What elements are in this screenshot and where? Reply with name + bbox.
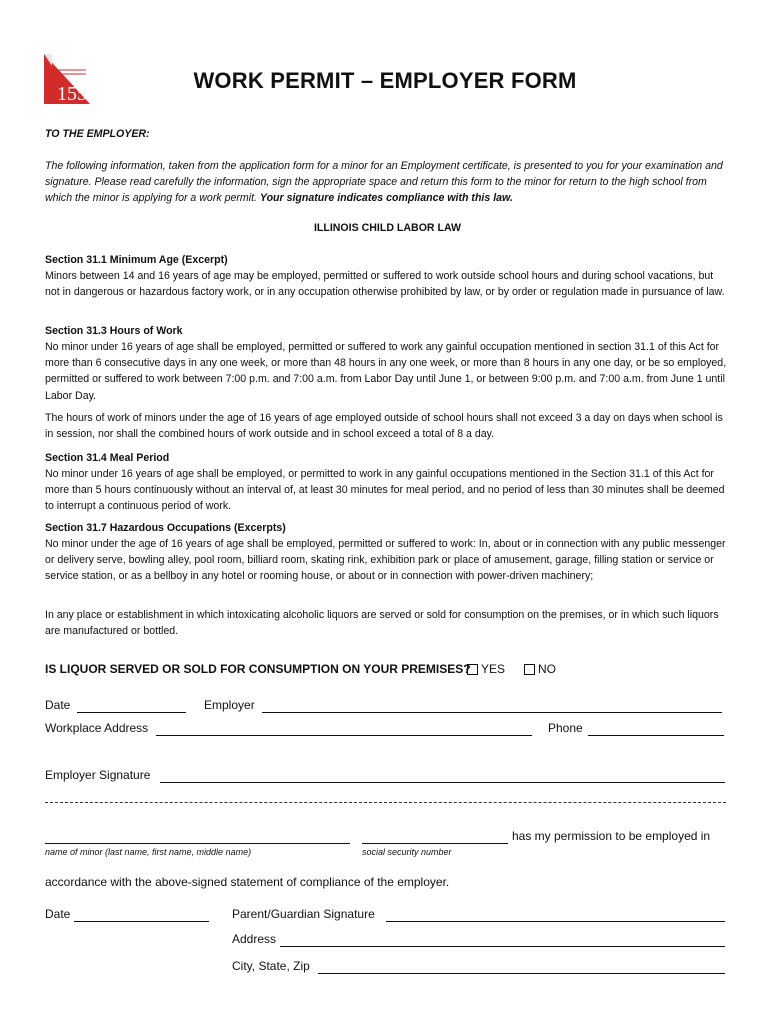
yes-checkbox[interactable] <box>467 664 478 675</box>
section-31-7-heading: Section 31.7 Hazardous Occupations (Excerpts) <box>45 522 286 534</box>
to-employer-heading: TO THE EMPLOYER: <box>45 128 150 140</box>
intro-emphasis: Your signature indicates compliance with this law. <box>259 192 513 205</box>
city-state-zip-field[interactable] <box>318 973 725 974</box>
workplace-address-label: Workplace Address <box>45 721 149 735</box>
accordance-text: accordance with the above-signed statement of compliance of the employer. <box>45 875 450 889</box>
employer-signature-field[interactable] <box>160 782 725 783</box>
liquor-question: IS LIQUOR SERVED OR SOLD FOR CONSUMPTION ON YOUR PREMISES? <box>45 662 471 676</box>
intro-paragraph <box>45 158 730 207</box>
section-31-7-body: No minor under the age of 16 years of age shall be employed, permitted or suffered to work: In, about or in connection with any public messenger or delivery serve, bowling alley, pool room, billiard room, skating rink, exhibition park or place of amusement, garage, filling station or service or service station, or as a bellboy in any hotel or rooming house, or about or in connection with power-driven machinery; <box>45 538 726 583</box>
permission-text: has my permission to be employed in <box>512 829 711 843</box>
page-title: WORK PERMIT – EMPLOYER FORM <box>193 68 577 93</box>
minor-name-caption: name of minor (last name, first name, middle name) <box>45 847 252 857</box>
section-31-3-body: No minor under 16 years of age shall be employed, permitted or suffered to work any gainful occupation mentioned in section 31.1 of this Act for more than 6 consecutive days in any one week, or more than 48 hours in any one week, or more than 8 hours in any one day, or be so employed, permitted or suffered to work between 7:00 p.m. and 7:00 a.m. from Labor Day until June 1, or between 9:00 p.m. and 7:00 a.m. from June 1 until Labor Day. <box>45 341 727 402</box>
parent-signature-field[interactable] <box>386 921 725 922</box>
date-label: Date <box>45 698 71 712</box>
date2-label: Date <box>45 907 71 921</box>
ssn-field[interactable] <box>362 843 508 844</box>
employer-label: Employer <box>204 698 255 712</box>
employer-field[interactable] <box>262 712 722 713</box>
no-label: NO <box>538 662 556 676</box>
section-31-3-body2: The hours of work of minors under the age of 16 years of age employed outside of school hours shall not exceed 3 a day on days when school is in session, nor shall the combined hours of work outside and in school exceed a total of 8 a day. <box>45 412 723 441</box>
date2-field[interactable] <box>74 921 209 922</box>
parent-signature-label: Parent/Guardian Signature <box>232 907 375 921</box>
law-title: ILLINOIS CHILD LABOR LAW <box>313 222 462 234</box>
cut-line <box>45 802 726 803</box>
city-state-zip-label: City, State, Zip <box>232 959 310 973</box>
workplace-address-field[interactable] <box>156 735 532 736</box>
intro-text: The following information, taken from the application form for a minor for an Employment certificate, is presented to you for your examination and signature. Please read carefully the information, sign the appropriate space and return this form to the minor for return to the high school from which the minor is applying for a work permit. <box>45 160 723 205</box>
logo-number: 155 <box>57 83 87 105</box>
address-field[interactable] <box>280 946 725 947</box>
address-label: Address <box>232 932 277 946</box>
yes-label: YES <box>481 662 506 676</box>
section-31-1-body: Minors between 14 and 16 years of age may be employed, permitted or suffered to work outside school hours and during school vacations, but not in dangerous or hazardous factory work, or in any occupation otherwise prohibited by law, or by order or regulation made in pursuance of law. <box>45 270 725 299</box>
yes-option[interactable] <box>467 662 505 676</box>
no-option[interactable] <box>524 662 556 676</box>
section-31-1-heading: Section 31.1 Minimum Age (Excerpt) <box>45 254 228 266</box>
section-31-4-heading: Section 31.4 Meal Period <box>45 452 170 464</box>
phone-field[interactable] <box>588 735 724 736</box>
section-31-4-body: No minor under 16 years of age shall be employed, or permitted to work in any gainful occupations mentioned in the Section 31.1 of this Act for more than 5 hours continuously without an interval of, at least 30 minutes for meal period, and no period of less than 30 minutes shall be deemed to interrupt a continuous period of work. <box>45 468 725 513</box>
no-checkbox[interactable] <box>524 664 535 675</box>
employer-signature-label: Employer Signature <box>45 768 151 782</box>
minor-name-field[interactable] <box>45 843 350 844</box>
ssn-caption: social security number <box>362 847 452 857</box>
phone-label: Phone <box>548 721 583 735</box>
date-field[interactable] <box>77 712 186 713</box>
section-31-7-body2: In any place or establishment in which intoxicating alcoholic liquors are served or sold for consumption on the premises, or in which such liquors are manufactured or bottled. <box>45 609 719 638</box>
section-31-3-heading: Section 31.3 Hours of Work <box>45 325 183 337</box>
